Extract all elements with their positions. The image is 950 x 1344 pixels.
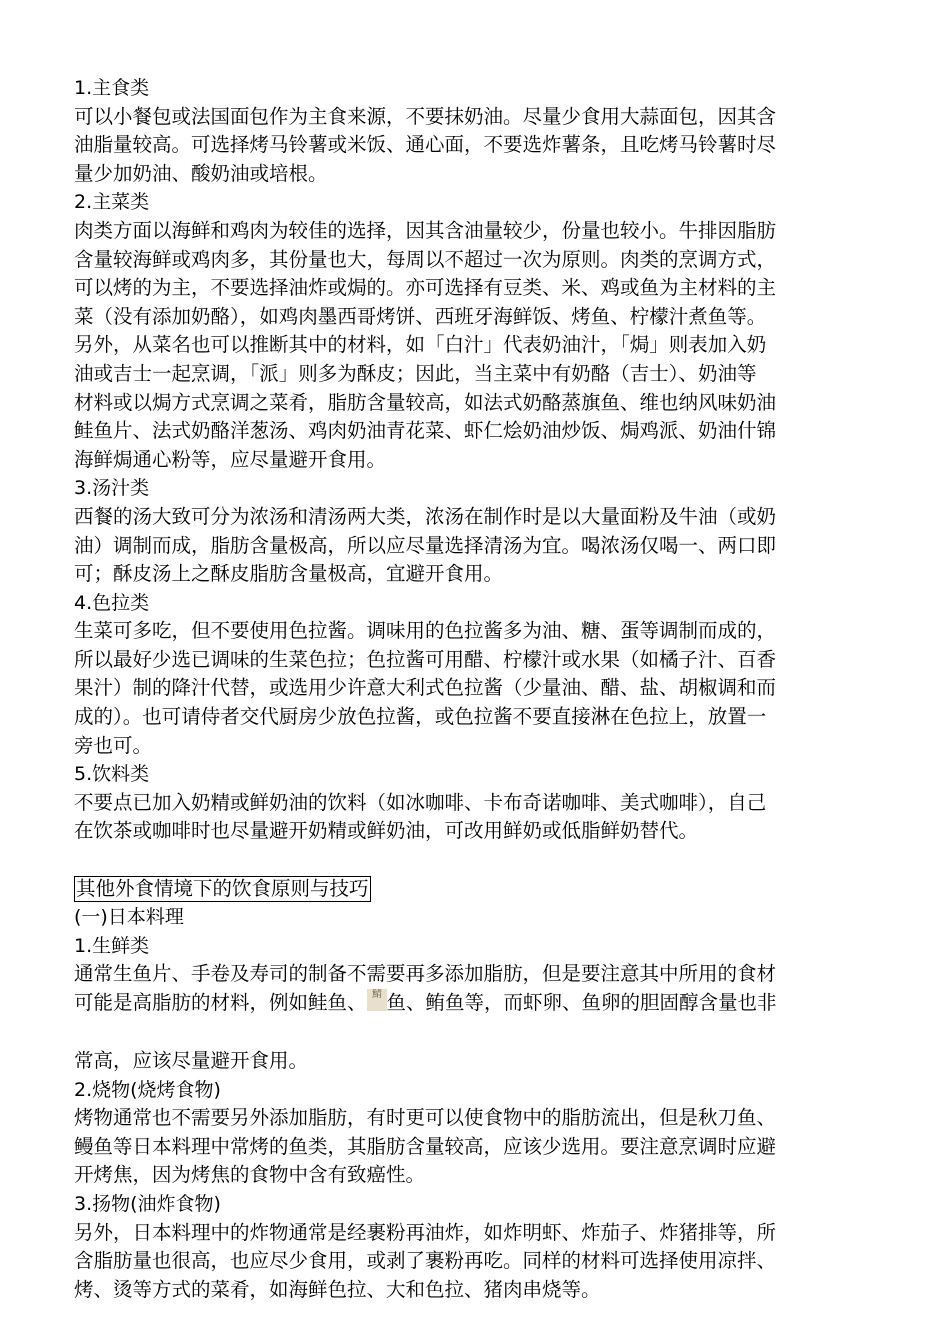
paragraph-line: 不要点已加入奶精或鲜奶油的饮料（如冰咖啡、卡布奇诺咖啡、美式咖啡），自己: [74, 790, 767, 814]
section-heading-soup: 3.汤汁类: [74, 477, 150, 500]
paragraph-line: 可以烤的为主，不要选择油炸或焗的。亦可选择有豆类、米、鸡或鱼为主材料的主: [74, 276, 777, 300]
paragraph-line: 肉类方面以海鲜和鸡肉为较佳的选择，因其含油量较少，份量也较小。牛排因脂肪: [74, 218, 777, 242]
paragraph-line: 油）调制而成，脂肪含量极高，所以应尽量选择清汤为宜。喝浓汤仅喝一、两口即: [74, 533, 777, 557]
paragraph-text: 鱼、鲔鱼等，而虾卵、鱼卵的胆固醇含量也非: [386, 991, 777, 1014]
boxed-title-line: [74, 875, 880, 904]
paragraph-line: 所以最好少选已调味的生菜色拉；色拉酱可用醋、柠檬汁或水果（如橘子汁、百香: [74, 647, 777, 671]
paragraph-line: 旁也可。: [74, 733, 153, 757]
fish-character-image: 鯖: [367, 989, 387, 1011]
section-heading-fried: 3.扬物(油炸食物): [74, 1192, 221, 1215]
paragraph-line: 量少加奶油、酸奶油或培根。: [74, 161, 328, 185]
paragraph-line: 鳗鱼等日本料理中常烤的鱼类，其脂肪含量较高，应该少选用。要注意烹调时应避: [74, 1134, 777, 1158]
paragraph-line: 可以小餐包或法国面包作为主食来源，不要抹奶油。尽量少食用大蒜面包，因其含: [74, 104, 777, 128]
paragraph-line: 西餐的汤大致可分为浓汤和清汤两大类，浓汤在制作时是以大量面粉及牛油（或奶: [74, 504, 777, 528]
section-heading-raw: 1.生鲜类: [74, 934, 150, 957]
paragraph-text: 可能是高脂肪的材料，例如鲑鱼、: [74, 991, 367, 1014]
paragraph-line: 烤物通常也不需要另外添加脂肪，有时更可以使食物中的脂肪流出，但是秋刀鱼、: [74, 1106, 777, 1130]
section-heading-staple: 1.主食类: [74, 77, 150, 99]
paragraph-line: 油脂量较高。可选择烤马铃薯或米饭、通心面，不要选炸薯条，且吃烤马铃薯时尽: [74, 133, 777, 157]
paragraph-line: 菜（没有添加奶酪），如鸡肉墨西哥烤饼、西班牙海鲜饭、烤鱼、柠檬汁煮鱼等。: [74, 304, 767, 328]
paragraph-line: 油或吉士一起烹调，「派」则多为酥皮；因此，当主菜中有奶酪（吉士）、奶油等: [74, 361, 757, 385]
paragraph-line: 通常生鱼片、手卷及寿司的制备不需要再多添加脂肪，但是要注意其中所用的食材: [74, 962, 777, 986]
paragraph-line: 常高，应该尽量避开食用。: [74, 1049, 309, 1072]
paragraph-line: 果汁）制的降汁代替，或选用少许意大利式色拉酱（少量油、醋、盐、胡椒调和而: [74, 676, 777, 700]
paragraph-line: 可；酥皮汤上之酥皮脂肪含量极高，宜避开食用。: [74, 562, 504, 586]
section-heading-beverage: 5.饮料类: [74, 763, 150, 786]
paragraph-line: 材料或以焗方式烹调之菜肴，脂肪含量较高，如法式奶酪蒸旗鱼、维也纳风味奶油: [74, 390, 777, 414]
subsection-heading-japanese: (一)日本料理: [74, 906, 184, 929]
section-heading-salad: 4.色拉类: [74, 591, 150, 614]
paragraph-line: 生菜可多吃，但不要使用色拉酱。调味用的色拉酱多为油、糖、蛋等调制而成的，: [74, 619, 777, 643]
blank-line: [74, 846, 880, 875]
paragraph-line: 鲑鱼片、法式奶酪洋葱汤、鸡肉奶油青花菜、虾仁烩奶油炒饭、焗鸡派、奶油什锦: [74, 419, 777, 443]
document-page: [74, 74, 880, 1304]
paragraph-line: 含量较海鲜或鸡肉多，其份量也大，每周以不超过一次为原则。肉类的烹调方式，: [74, 247, 777, 271]
paragraph-line: 另外，日本料理中的炸物通常是经裹粉再油炸，如炸明虾、炸茄子、炸猪排等，所: [74, 1220, 777, 1244]
paragraph-line: 另外，从菜名也可以推断其中的材料，如「白汁」代表奶油汁，「焗」则表加入奶: [74, 333, 767, 357]
section-heading-grilled: 2.烧物(烧烤食物): [74, 1078, 221, 1101]
paragraph-line-with-glyph-image: [74, 989, 880, 1047]
paragraph-line: 开烤焦，因为烤焦的食物中含有致癌性。: [74, 1163, 426, 1187]
section-heading-main-dish: 2.主菜类: [74, 191, 150, 214]
paragraph-line: 烤、烫等方式的菜肴，如海鲜色拉、大和色拉、猪肉串烧等。: [74, 1277, 601, 1301]
paragraph-line: 成的）。也可请侍者交代厨房少放色拉酱，或色拉酱不要直接淋在色拉上，放置一: [74, 705, 767, 729]
paragraph-line: 在饮茶或咖啡时也尽量避开奶精或鲜奶油，可改用鲜奶或低脂鲜奶替代。: [74, 819, 699, 843]
boxed-title: 其他外食情境下的饮食原则与技巧: [76, 876, 369, 900]
paragraph-line: 海鲜焗通心粉等，应尽量避开食用。: [74, 447, 387, 471]
paragraph-line: 含脂肪量也很高，也应尽少食用，或剥了裹粉再吃。同样的材料可选择使用凉拌、: [74, 1249, 777, 1273]
